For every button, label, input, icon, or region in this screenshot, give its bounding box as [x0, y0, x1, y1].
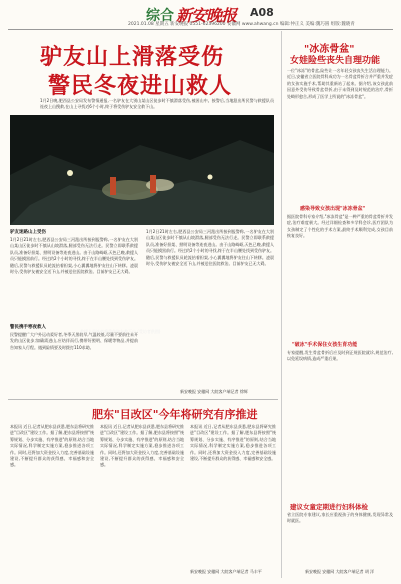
lead-subhead-1: 驴友迷路山上受伤	[10, 230, 46, 235]
page-header	[0, 0, 401, 32]
right-headline-line1: "冰冻骨盆"	[304, 44, 355, 55]
section-name: 综合	[146, 8, 174, 24]
middle-body-col2: 本报讯 近日,记者从肥东县获悉,肥东县将研究推进"目改区"建设工作。据了解,肥东县将按照"统筹规划、分步实施、有序推进"的原则,结合当地实际情况,科学制定实施方案,稳步推进各项工作。同时,还将加大资金投入力度,完善基础设施建设,不断提升群众的获得感、幸福感和安全感。	[100, 424, 184, 468]
lead-byline: 新安晚报 安徽网 大皖客户端记者 徐辉	[180, 389, 248, 394]
newspaper-logo: 新安晚报	[176, 6, 237, 25]
lead-headline-line1: 驴友山上滑落受伤	[40, 44, 225, 70]
right-subhead-2: "破冰"手术保住女孩生育功能	[292, 342, 358, 348]
header-divider	[8, 29, 393, 30]
right-headline-line2: 女娃险些丧失自理功能	[290, 56, 381, 66]
lead-intro: 1月2日晚,肥西县公安局发布警情通报,一名驴友在大别山某山区徒步时不慎滑落受伤,被困山中。接警后,当地派出所民警与救援队员连夜上山搜救,在山上寻找近6个小时,终于将受伤驴友安全救下山。	[40, 98, 274, 110]
lead-body-col1b: 民警提醒广大户外运动爱好者,冬季天黑较早,气温较低,尽量不要前往未开发的山区徒步;如确需进山,应结伴而行,携带好照明、保暖等物品,并提前告知家人行程。遇到险情要及时拨打110求助。	[10, 332, 138, 350]
photo-caption: 救援人员连夜将受伤驴友救下山 (受访者供图)	[80, 329, 161, 334]
middle-body-col3: 本报讯 近日,记者从肥东县获悉,肥东县将研究推进"目改区"建设工作。据了解,肥东县将按照"统筹规划、分步实施、有序推进"的原则,结合当地实际情况,科学制定实施方案,稳步推进各项工作。同时,还将加大资金投入力度,完善基础设施建设,不断提升群众的获得感、幸福感和安全感。	[190, 424, 276, 462]
lead-body-col1: 1月2日21时左右,肥西县公安局三河派出所接到报警称,一名驴友在大别山某山区徒步时不慎从山坡滑落,腿部受伤无法行走。民警立即联系救援队员,准备好担架、照明设备等连夜进山。由于山路崎岖,天色已晚,救援人员只能摸黑前行。经过约2个小时的寻找,终于在半山腰处找到受伤驴友。随后,民警与救援队员轮流抬着担架,小心翼翼地将驴友往山下转移。凌晨时分,受伤驴友被安全送下山,并被送往医院救治。目前驴友已无大碍。	[10, 237, 138, 275]
section-divider	[8, 399, 278, 400]
lead-headline-line2: 警民冬夜进山救人	[48, 73, 233, 99]
column-divider	[281, 31, 282, 578]
lead-body-col2: 1月2日21时左右,肥西县公安局三河派出所接到报警称,一名驴友在大别山某山区徒步时不慎从山坡滑落,腿部受伤无法行走。民警立即联系救援队员,准备好担架、照明设备等连夜进山。由于山路崎岖,天色已晚,救援人员只能摸黑前行。经过约2个小时的寻找,终于在半山腰处找到受伤驴友。随后,民警与救援队员轮流抬着担架,小心翼翼地将驴友往山下转移。凌晨时分,受伤驴友被安全送下山,并被送往医院救治。目前驴友已无大碍。	[146, 229, 274, 267]
right-body-1: 一位"冰冻"的骨盆,险些让一名年轻女孩丧失生活自理能力。近日,安徽省立医院骨科成功为一名骨盆骨折合并严重并发症的女孩实施手术,帮助其重新站了起来。据介绍,该女孩此前因意外受伤导致骨盆骨折,由于未得到及时规范的治疗,骨折处畸形愈合,形成了医学上所说的"冰冻骨盆"。	[287, 68, 393, 99]
middle-byline: 新安晚报 安徽网 大皖客户端记者 马丰平	[190, 569, 262, 574]
header-info: 2021.01.08 星期五 新安晚报 0551-62396200 安徽网 www.ahwang.cn 编辑:仲正义 美编:魏巧圆 组版:魏晓青	[128, 22, 355, 27]
lead-subhead-2: 警民携手寒夜救人	[10, 325, 46, 330]
right-headline-3: 建议女童定期进行妇科体检	[290, 503, 368, 511]
right-body-3: 专家提醒,发生骨盆骨折后应及时到正规医院就诊,规范治疗,以免延误病情,造成严重后果。	[287, 350, 393, 362]
middle-body-col1: 本报讯 近日,记者从肥东县获悉,肥东县将研究推进"目改区"建设工作。据了解,肥东县将按照"统筹规划、分步实施、有序推进"的原则,结合当地实际情况,科学制定实施方案,稳步推进各项工作。同时,还将加大资金投入力度,完善基础设施建设,不断提升群众的获得感、幸福感和安全感。	[10, 424, 94, 468]
middle-headline: 肥东"目改区"今年将研究有序推进	[92, 408, 258, 421]
page-number: A08	[250, 6, 274, 19]
right-subhead-1: 感染导致女孩出现"冰冻骨盆"	[300, 206, 366, 212]
right-body-4: 省立医院专家建议,家长应重视孩子的身体健康,发现异常及时就医。	[287, 512, 393, 524]
right-byline: 新安晚报 安徽网 大皖客户端记者 胡 洋	[305, 569, 375, 574]
right-body-2: 据医院骨科专家介绍,"冰冻骨盆"是一种严重的骨盆骨折并发症,治疗难度极大。经过详细检查和多学科会诊,医疗团队为女孩制定了个性化的手术方案,最终手术顺利完成,女孩目前恢复良好。	[287, 214, 393, 239]
